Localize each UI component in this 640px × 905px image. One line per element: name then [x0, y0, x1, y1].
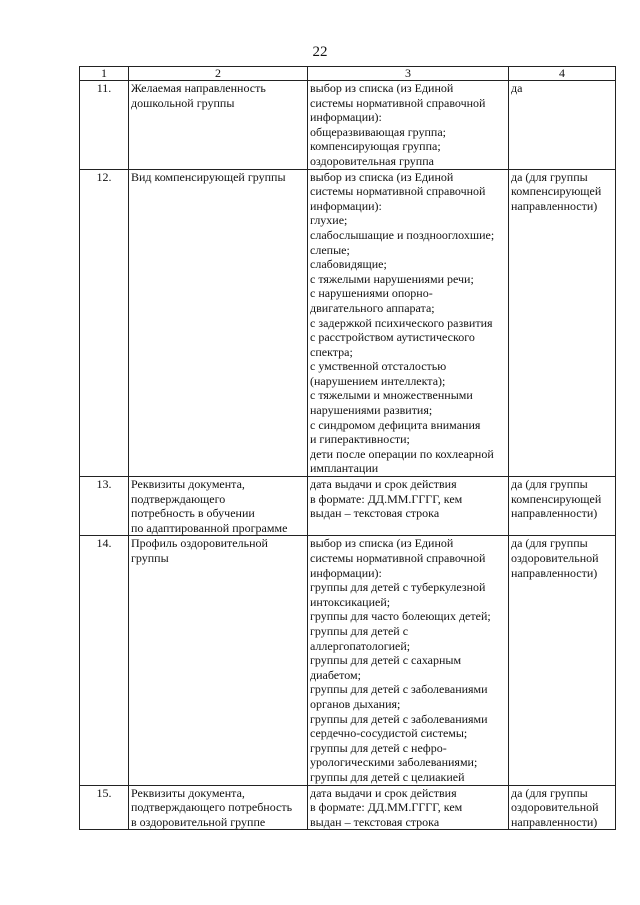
table-row [80, 81, 616, 170]
cell-text-line: группы для детей с заболеваниями [310, 682, 488, 697]
cell-text-line: выбор из списка (из Единой [310, 169, 454, 184]
cell-text-line: с тяжелыми и множественными [310, 388, 473, 403]
cell-text-line: да (для группы [511, 169, 588, 184]
cell-text-line: системы нормативной справочной [310, 551, 486, 565]
cell-text-line: и гиперактивности; [310, 432, 410, 447]
row-number: 13. [80, 477, 129, 536]
cell-text-line: Желаемая направленность [131, 81, 266, 95]
cell-text-line: системы нормативной справочной [310, 184, 486, 199]
cell-text-line: группы для детей с заболеваниями [310, 711, 488, 726]
cell-text-line: слепые; [310, 242, 350, 257]
cell-text-line: Реквизиты документа, [131, 477, 245, 492]
cell-text-line: общеразвивающая группа; [310, 124, 446, 139]
field-format-cell [308, 169, 509, 476]
cell-text-line: компенсирующая группа; [310, 139, 441, 154]
cell-text-line: с расстройством аутистического [310, 330, 475, 345]
cell-text-line: компенсирующей [511, 491, 602, 506]
cell-text-line: подтверждающего потребность [131, 800, 293, 815]
cell-text-line: оздоровительной [511, 551, 599, 565]
cell-text-line: Реквизиты документа, [131, 785, 245, 800]
cell-text-line: выдан – текстовая строка [310, 814, 440, 829]
table-header-row [80, 67, 616, 81]
table-row [80, 785, 616, 830]
row-number: 11. [80, 81, 129, 170]
data-table [79, 66, 616, 830]
cell-text-line: группы для детей с целиакией [310, 769, 465, 784]
cell-text-line: дата выдачи и срок действия [310, 785, 457, 800]
cell-text-line: выдан – текстовая строка [310, 506, 440, 521]
cell-text-line: по адаптированной программе [131, 520, 288, 535]
header-cell: 2 [129, 67, 308, 81]
cell-text-line: информации): [310, 198, 382, 213]
cell-text-line: группы для детей с сахарным [310, 653, 462, 668]
cell-text-line: направленности) [511, 506, 598, 521]
cell-text-line: направленности) [511, 814, 598, 829]
field-required-cell [509, 477, 616, 536]
cell-text-line: дошкольной группы [131, 95, 235, 110]
field-format-cell [308, 785, 509, 830]
cell-text-line: имплантации [310, 461, 379, 476]
cell-text-line: органов дыхания; [310, 696, 401, 711]
table-row [80, 477, 616, 536]
header-cell: 1 [80, 67, 129, 81]
cell-text-line: с нарушениями опорно- [310, 286, 433, 301]
cell-text-line: группы [131, 551, 169, 565]
field-name-cell [129, 477, 308, 536]
cell-text-line: спектра; [310, 344, 353, 359]
cell-text-line: группы для детей с нефро- [310, 740, 447, 755]
field-required-cell [509, 169, 616, 476]
cell-text-line: оздоровительной [511, 800, 599, 815]
field-name-cell [129, 169, 308, 476]
cell-text-line: с тяжелыми нарушениями речи; [310, 271, 474, 286]
cell-text-line: да (для группы [511, 477, 588, 492]
cell-text-line: интоксикацией; [310, 594, 391, 609]
table-row [80, 169, 616, 476]
cell-text-line: глухие; [310, 213, 348, 228]
field-required-cell [509, 785, 616, 830]
cell-text-line: компенсирующей [511, 184, 602, 199]
cell-text-line: аллергопатологией; [310, 638, 411, 653]
page-number: 22 [312, 44, 328, 60]
cell-text-line: урологическими заболеваниями; [310, 755, 478, 770]
header-cell: 4 [509, 67, 616, 81]
field-required-cell [509, 536, 616, 785]
cell-text-line: направленности) [511, 565, 598, 580]
cell-text-line: направленности) [511, 198, 598, 213]
field-format-cell [308, 536, 509, 785]
cell-text-line: да [511, 81, 523, 95]
cell-text-line: в оздоровительной группе [131, 814, 266, 829]
cell-text-line: в формате: ДД.ММ.ГГГГ, кем [310, 491, 463, 506]
cell-text-line: группы для часто болеющих детей; [310, 609, 491, 624]
cell-text-line: информации): [310, 110, 382, 125]
cell-text-line: диабетом; [310, 667, 361, 682]
cell-text-line: нарушениями развития; [310, 403, 433, 418]
cell-text-line: группы для детей с [310, 623, 409, 638]
cell-text-line: с задержкой психического развития [310, 315, 493, 330]
header-cell: 3 [308, 67, 509, 81]
cell-text-line: с умственной отсталостью [310, 359, 447, 374]
cell-text-line: двигательного аппарата; [310, 300, 435, 315]
row-number: 14. [80, 536, 129, 785]
row-number: 12. [80, 169, 129, 476]
field-format-cell [308, 81, 509, 170]
row-number: 15. [80, 785, 129, 830]
cell-text-line: да (для группы [511, 785, 588, 800]
cell-text-line: дети после операции по кохлеарной [310, 446, 494, 461]
cell-text-line: в формате: ДД.ММ.ГГГГ, кем [310, 800, 463, 815]
cell-text-line: слабослышащие и позднооглохшие; [310, 227, 495, 242]
field-name-cell [129, 536, 308, 785]
cell-text-line: подтверждающего [131, 491, 226, 506]
cell-text-line: выбор из списка (из Единой [310, 81, 454, 95]
field-required-cell [509, 81, 616, 170]
table-row [80, 536, 616, 785]
field-name-cell [129, 785, 308, 830]
cell-text-line: с синдромом дефицита внимания [310, 417, 481, 432]
cell-text-line: Профиль оздоровительной [131, 536, 268, 551]
cell-text-line: группы для детей с туберкулезной [310, 580, 486, 595]
cell-text-line: дата выдачи и срок действия [310, 477, 457, 492]
cell-text-line: (нарушением интеллекта); [310, 373, 446, 388]
cell-text-line: выбор из списка (из Единой [310, 536, 454, 551]
cell-text-line: да (для группы [511, 536, 588, 551]
cell-text-line: слабовидящие; [310, 257, 387, 272]
cell-text-line: сердечно-сосудистой системы; [310, 726, 468, 741]
cell-text-line: информации): [310, 565, 382, 580]
field-format-cell [308, 477, 509, 536]
cell-text-line: потребность в обучении [131, 506, 255, 521]
cell-text-line: Вид компенсирующей группы [131, 169, 286, 184]
cell-text-line: системы нормативной справочной [310, 95, 486, 110]
field-name-cell [129, 81, 308, 170]
cell-text-line: оздоровительная группа [310, 153, 434, 168]
